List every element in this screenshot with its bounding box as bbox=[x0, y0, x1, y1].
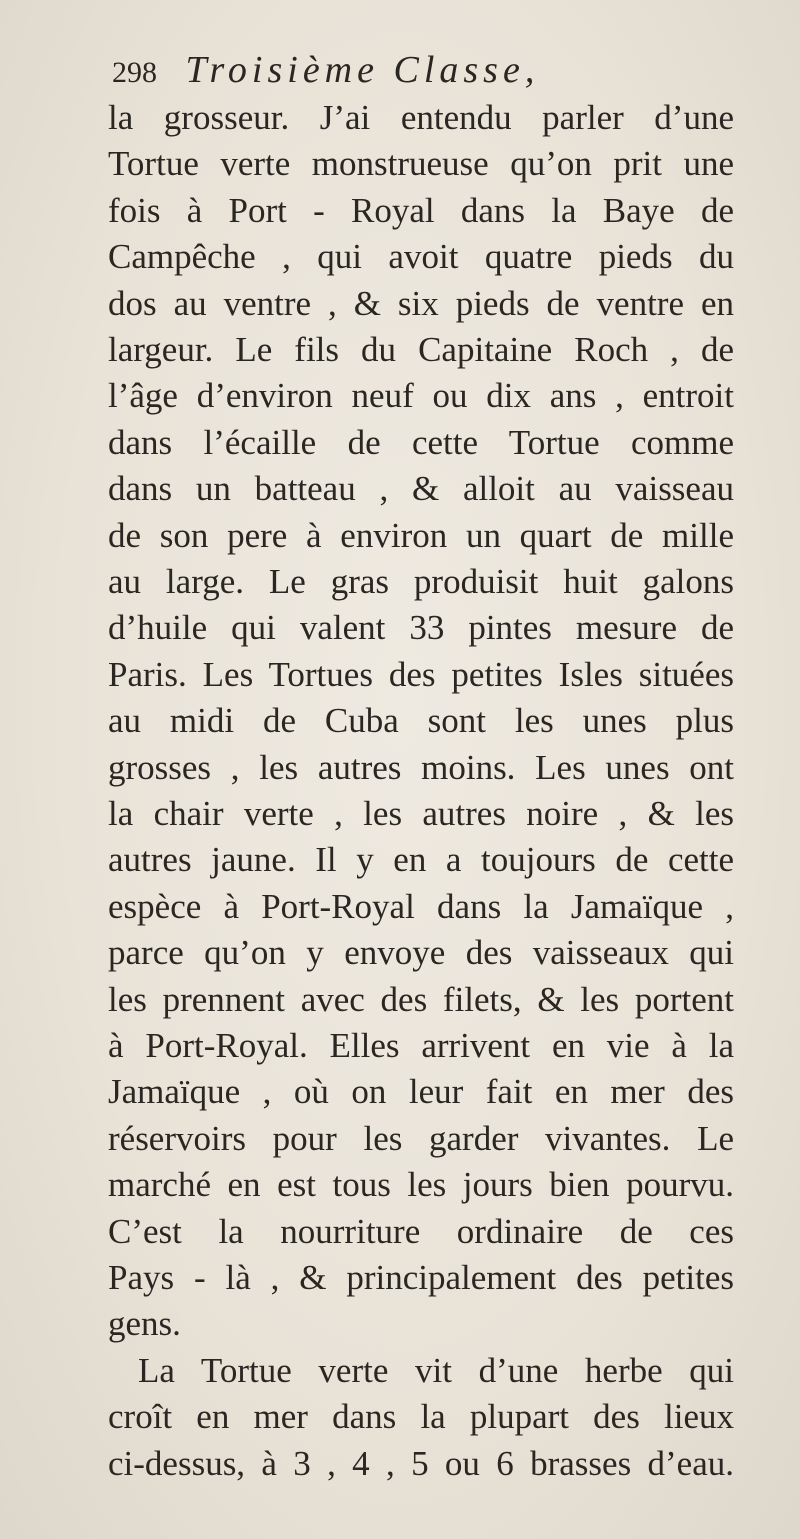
text-line: Pays - là , & principalement des petites bbox=[108, 1258, 734, 1297]
text-line: parce qu’on y envoye des vaisseaux qui bbox=[108, 933, 734, 972]
text-line: réservoirs pour les garder vivantes. Le bbox=[108, 1119, 734, 1158]
text-line: la grosseur. J’ai entendu parler d’une bbox=[108, 98, 734, 137]
text-line: gens. bbox=[108, 1304, 181, 1343]
text-line: Paris. Les Tortues des petites Isles situées bbox=[108, 655, 734, 694]
text-line: d’huile qui valent 33 pintes mesure de bbox=[108, 608, 734, 647]
page-number: 298 bbox=[112, 56, 157, 89]
text-line: les prennent avec des filets, & les portent bbox=[108, 980, 734, 1019]
text-line: La Tortue verte vit d’une herbe qui bbox=[138, 1351, 734, 1390]
text-line: grosses , les autres moins. Les unes ont bbox=[108, 748, 734, 787]
text-line: l’âge d’environ neuf ou dix ans , entroit bbox=[108, 376, 734, 415]
text-line: la chair verte , les autres noire , & les bbox=[108, 794, 734, 833]
text-line: dans un batteau , & alloit au vaisseau bbox=[108, 469, 734, 508]
text-line: croît en mer dans la plupart des lieux bbox=[108, 1397, 734, 1436]
text-line: fois à Port - Royal dans la Baye de bbox=[108, 191, 734, 230]
running-head: Troisième Classe, bbox=[185, 49, 540, 91]
text-line: marché en est tous les jours bien pourvu. bbox=[108, 1165, 734, 1204]
text-line: largeur. Le fils du Capitaine Roch , de bbox=[108, 330, 734, 369]
text-line: de son pere à environ un quart de mille bbox=[108, 516, 734, 555]
text-line: dos au ventre , & six pieds de ventre en bbox=[108, 284, 734, 323]
text-line: ci-dessus, à 3 , 4 , 5 ou 6 brasses d’eau. bbox=[108, 1444, 734, 1483]
text-line: au midi de Cuba sont les unes plus bbox=[108, 701, 734, 740]
text-line: à Port-Royal. Elles arrivent en vie à la bbox=[108, 1026, 734, 1065]
text-line: autres jaune. Il y en a toujours de cette bbox=[108, 840, 734, 879]
text-line: dans l’écaille de cette Tortue comme bbox=[108, 423, 734, 462]
text-line: Campêche , qui avoit quatre pieds du bbox=[108, 237, 734, 276]
text-line: espèce à Port-Royal dans la Jamaïque , bbox=[108, 887, 734, 926]
text-line: Tortue verte monstrueuse qu’on prit une bbox=[108, 144, 734, 183]
text-line: C’est la nourriture ordinaire de ces bbox=[108, 1212, 734, 1251]
text-line: au large. Le gras produisit huit galons bbox=[108, 562, 734, 601]
text-line: Jamaïque , où on leur fait en mer des bbox=[108, 1072, 734, 1111]
